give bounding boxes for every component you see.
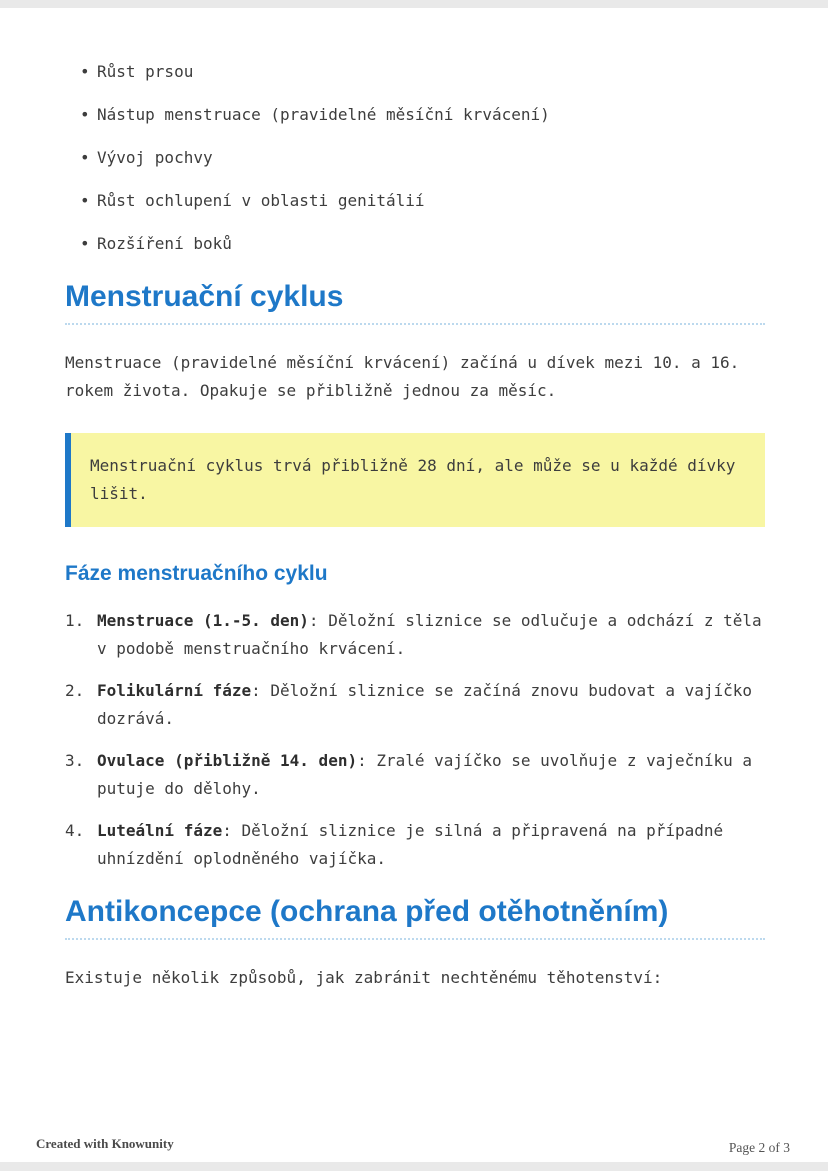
phase-name: Menstruace (1.-5. den) xyxy=(97,611,309,630)
phase-name: Luteální fáze xyxy=(97,821,223,840)
bullet-text: Růst prsou xyxy=(97,62,194,81)
list-number: 1. xyxy=(65,611,85,630)
phase-description: : Děložní sliznice se odlučuje a odchází z těla v podobě menstruačního krvácení. xyxy=(97,611,762,658)
footer-credit: Created with Knowunity xyxy=(36,1136,174,1151)
bullet-marker: • xyxy=(80,191,90,210)
bullet-text: Růst ochlupení v oblasti genitálií xyxy=(97,191,425,210)
highlight-callout: Menstruační cyklus trvá přibližně 28 dní, ale může se u každé dívky lišit. xyxy=(65,433,765,527)
phase-text xyxy=(97,607,765,663)
list-item xyxy=(65,607,765,663)
numbered-list-phases xyxy=(65,607,765,873)
phase-description: : Děložní sliznice se začíná znovu budovat a vajíčko dozrává. xyxy=(97,681,753,728)
page-sheet xyxy=(0,8,828,1162)
phase-name: Folikulární fáze xyxy=(97,681,252,700)
section-heading-menstrual-cycle: Menstruační cyklus xyxy=(65,280,765,325)
list-item xyxy=(65,677,765,733)
bullet-text: Vývoj pochvy xyxy=(97,148,213,167)
paragraph-intro: Menstruace (pravidelné měsíční krvácení) začíná u dívek mezi 10. a 16. rokem života. Opakuje se přibližně jednou za měsíc. xyxy=(65,353,740,400)
phase-text xyxy=(97,747,765,803)
subheading-cycle-phases: Fáze menstruačního cyklu xyxy=(65,562,328,585)
phase-name: Ovulace (přibližně 14. den) xyxy=(97,751,358,770)
list-item xyxy=(65,817,765,873)
list-item xyxy=(65,144,765,172)
list-number: 4. xyxy=(65,821,85,840)
bullet-marker: • xyxy=(80,62,90,81)
list-number: 3. xyxy=(65,751,85,770)
page-content xyxy=(0,8,828,992)
bullet-text: Nástup menstruace (pravidelné měsíční krvácení) xyxy=(97,105,550,124)
list-item xyxy=(65,747,765,803)
list-item xyxy=(65,58,765,86)
phase-description: : Zralé vajíčko se uvolňuje z vaječníku a putuje do dělohy. xyxy=(97,751,753,798)
section-heading-contraception: Antikoncepce (ochrana před otěhotněním) xyxy=(65,895,765,940)
phase-text xyxy=(97,677,765,733)
list-number: 2. xyxy=(65,681,85,700)
list-item xyxy=(65,101,765,129)
phase-description: : Děložní sliznice je silná a připravená na případné uhnízdění oplodněného vajíčka. xyxy=(97,821,724,868)
phase-text xyxy=(97,817,765,873)
list-item xyxy=(65,230,765,258)
footer-page-number: Page 2 of 3 xyxy=(728,1140,790,1155)
bullet-marker: • xyxy=(80,148,90,167)
bullet-marker: • xyxy=(80,105,90,124)
paragraph-contraception-intro: Existuje několik způsobů, jak zabránit nechtěnému těhotenství: xyxy=(65,968,663,987)
bullet-text: Rozšíření boků xyxy=(97,234,232,253)
bullet-list xyxy=(65,58,765,258)
list-item xyxy=(65,187,765,215)
bullet-marker: • xyxy=(80,234,90,253)
